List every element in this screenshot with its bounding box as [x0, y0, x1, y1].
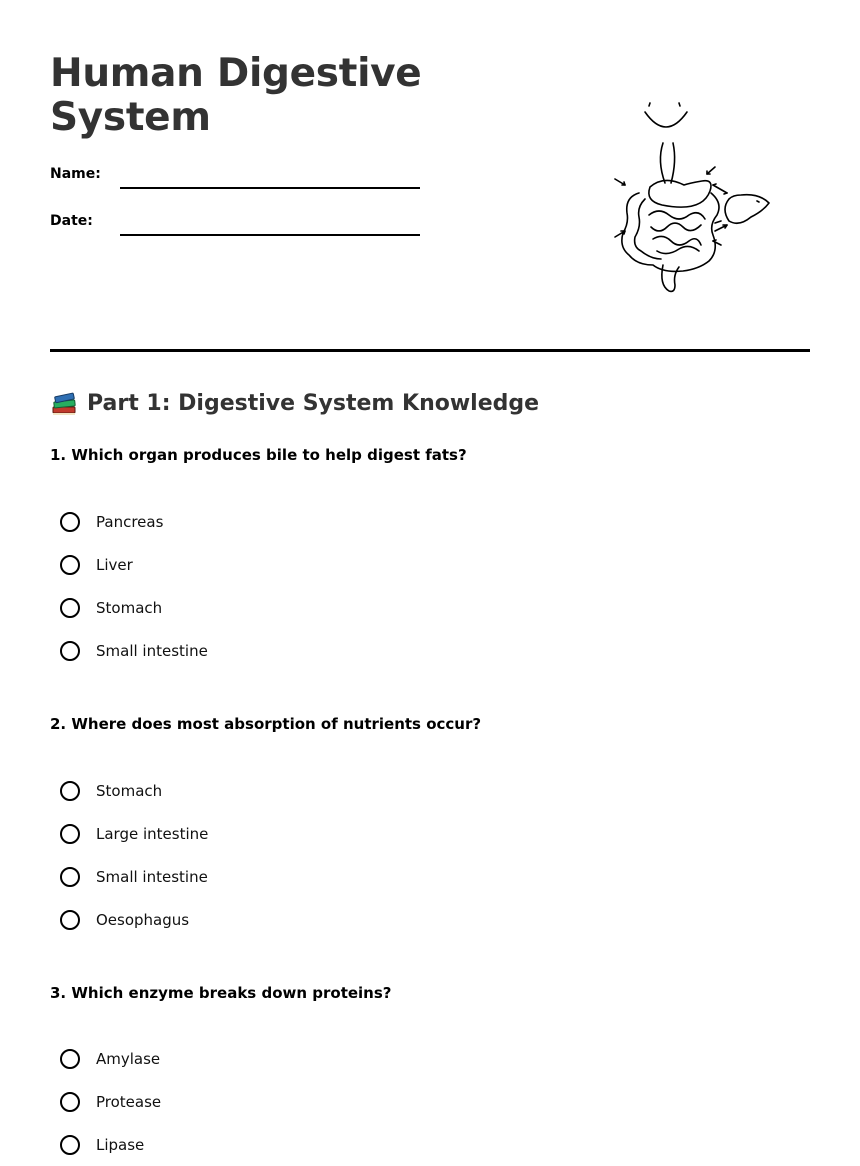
digestive-system-icon [605, 95, 780, 300]
answer-option[interactable] [60, 769, 208, 812]
option-label: Amylase [96, 1049, 161, 1068]
section-divider [50, 349, 810, 352]
date-label: Date: [50, 213, 93, 229]
answer-option[interactable] [60, 629, 208, 672]
answer-option[interactable] [60, 855, 208, 898]
answer-option[interactable] [60, 500, 208, 543]
option-label: Stomach [96, 781, 163, 800]
date-input-line[interactable] [120, 234, 420, 236]
answer-option[interactable] [60, 586, 208, 629]
radio-button[interactable] [60, 867, 80, 887]
question-text: 2. Where does most absorption of nutrients occur? [50, 715, 482, 733]
question-1 [50, 445, 810, 660]
answer-options [60, 1037, 161, 1166]
question-text: 1. Which organ produces bile to help digest fats? [50, 446, 467, 464]
radio-button[interactable] [60, 641, 80, 661]
question-2 [50, 714, 810, 929]
answer-options [60, 769, 208, 941]
option-label: Pancreas [96, 512, 164, 531]
radio-button[interactable] [60, 512, 80, 532]
date-field [50, 207, 430, 237]
option-label: Large intestine [96, 824, 209, 843]
radio-button[interactable] [60, 1092, 80, 1112]
option-label: Stomach [96, 598, 163, 617]
name-label: Name: [50, 166, 101, 182]
radio-button[interactable] [60, 824, 80, 844]
answer-option[interactable] [60, 898, 208, 941]
radio-button[interactable] [60, 598, 80, 618]
section-heading-text: Part 1: Digestive System Knowledge [87, 391, 540, 416]
option-label: Lipase [96, 1135, 145, 1154]
name-input-line[interactable] [120, 187, 420, 189]
question-3 [50, 983, 810, 1154]
answer-option[interactable] [60, 1037, 161, 1080]
name-field [50, 160, 430, 190]
answer-option[interactable] [60, 1080, 161, 1123]
answer-option[interactable] [60, 543, 208, 586]
radio-button[interactable] [60, 910, 80, 930]
question-text: 3. Which enzyme breaks down proteins? [50, 984, 392, 1002]
answer-option[interactable] [60, 1123, 161, 1166]
books-icon [50, 391, 78, 417]
answer-options [60, 500, 208, 672]
radio-button[interactable] [60, 781, 80, 801]
radio-button[interactable] [60, 555, 80, 575]
section-heading [50, 388, 539, 420]
option-label: Protease [96, 1092, 162, 1111]
option-label: Liver [96, 555, 133, 574]
radio-button[interactable] [60, 1135, 80, 1155]
page-title: Human Digestive System [50, 51, 422, 140]
option-label: Small intestine [96, 641, 208, 660]
option-label: Oesophagus [96, 910, 190, 929]
option-label: Small intestine [96, 867, 208, 886]
answer-option[interactable] [60, 812, 208, 855]
radio-button[interactable] [60, 1049, 80, 1069]
